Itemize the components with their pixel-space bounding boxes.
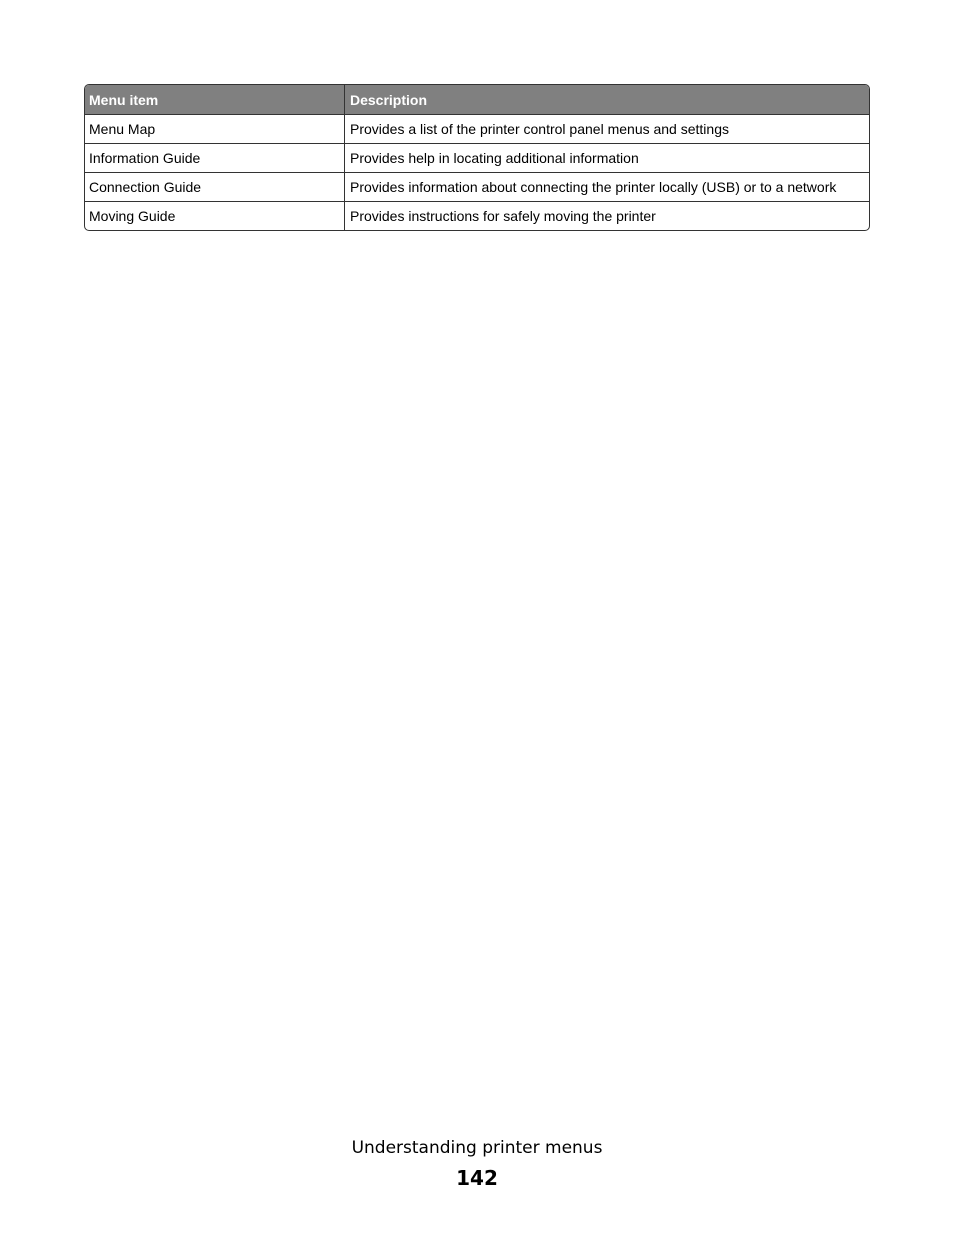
table-header-row [85, 85, 869, 114]
description-cell: Provides instructions for safely moving the printer [350, 208, 656, 224]
description-cell: Provides a list of the printer control panel menus and settings [350, 121, 729, 137]
table-row [85, 201, 869, 230]
menu-item-cell: Connection Guide [85, 173, 345, 201]
description-cell: Provides information about connecting the printer locally (USB) or to a network [350, 179, 837, 195]
menu-item-cell: Information Guide [85, 144, 345, 172]
table-row [85, 114, 869, 143]
page-number: 142 [456, 1166, 498, 1190]
menu-item-cell: Menu Map [85, 115, 345, 143]
footer-section-title: Understanding printer menus [351, 1138, 603, 1158]
table-row [85, 172, 869, 201]
column-header-description: Description [350, 92, 428, 108]
column-header-menu-item: Menu item [85, 85, 345, 114]
menu-table [84, 84, 870, 231]
menu-item-cell: Moving Guide [85, 202, 345, 230]
description-cell: Provides help in locating additional information [350, 150, 639, 166]
table-row [85, 143, 869, 172]
